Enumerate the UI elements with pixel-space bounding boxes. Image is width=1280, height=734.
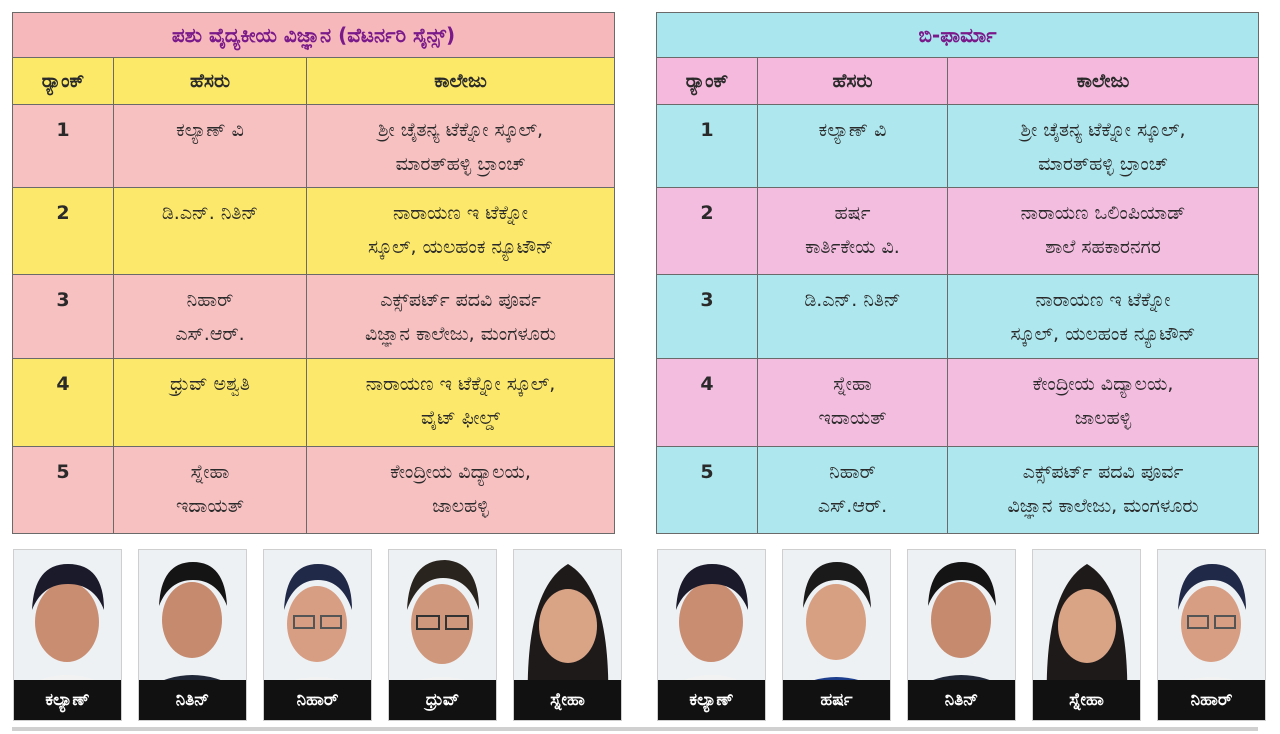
college-name: ನಾರಾಯಣ ಇ ಟೆಕ್ನೋ ಸ್ಕೂಲ್, ವೈಟ್ ಫೀಲ್ಡ್ [307, 359, 615, 447]
student-photo [657, 549, 766, 721]
name-header: ಹೆಸರು [758, 58, 948, 105]
bottom-divider [12, 727, 1258, 731]
rank-number: 2 [13, 188, 114, 275]
college-name: ಕೇಂದ್ರೀಯ ವಿದ್ಯಾಲಯ, ಜಾಲಹಳ್ಳಿ [948, 359, 1259, 447]
student-name: ಧ್ರುವ್ ಅಶ್ವತಿ [114, 359, 307, 447]
student-name: ಡಿ.ಎನ್. ನಿತಿನ್ [114, 188, 307, 275]
table-row [13, 359, 615, 447]
college-name: ನಾರಾಯಣ ಇ ಟೆಕ್ನೋ ಸ್ಕೂಲ್, ಯಲಹಂಕ ನ್ಯೂಟೌನ್ [307, 188, 615, 275]
college-header: ಕಾಲೇಜು [948, 58, 1259, 105]
student-name: ಡಿ.ಎನ್. ನಿತಿನ್ [758, 275, 948, 359]
rank-number: 5 [13, 447, 114, 534]
photo-caption: ಕಲ್ಯಾಣ್ [658, 680, 765, 720]
photo-caption: ನಿಹಾರ್ [1158, 680, 1265, 720]
college-name: ನಾರಾಯಣ ಇ ಟೆಕ್ನೋ ಸ್ಕೂಲ್, ಯಲಹಂಕ ನ್ಯೂಟೌನ್ [948, 275, 1259, 359]
college-header: ಕಾಲೇಜು [307, 58, 615, 105]
name-header: ಹೆಸರು [114, 58, 307, 105]
table-row [13, 105, 615, 188]
rank-number: 5 [657, 447, 758, 534]
student-photo [513, 549, 622, 721]
college-name: ಎಕ್ಸ್‌ಪರ್ಟ್ ಪದವಿ ಪೂರ್ವ ವಿಜ್ಞಾನ ಕಾಲೇಜು, ಮಂಗಳೂರು [948, 447, 1259, 534]
student-photo [13, 549, 122, 721]
student-name: ಸ್ನೇಹಾ ಇದಾಯತ್ [114, 447, 307, 534]
student-name: ಹರ್ಷ ಕಾರ್ತಿಕೇಯ ವಿ. [758, 188, 948, 275]
student-name: ಕಲ್ಯಾಣ್ ವಿ [758, 105, 948, 188]
student-name: ನಿಹಾರ್ ಎಸ್.ಆರ್. [758, 447, 948, 534]
student-photo [263, 549, 372, 721]
b-pharma-title: ಬಿ-ಫಾರ್ಮಾ [657, 13, 1259, 58]
table-row [657, 105, 1259, 188]
table-row [657, 188, 1259, 275]
rank-number: 1 [657, 105, 758, 188]
photo-caption: ಧ್ರುವ್ [389, 680, 496, 720]
college-name: ಎಕ್ಸ್‌ಪರ್ಟ್ ಪದವಿ ಪೂರ್ವ ವಿಜ್ಞಾನ ಕಾಲೇಜು, ಮಂಗಳೂರು [307, 275, 615, 359]
photo-caption: ಸ್ನೇಹಾ [1033, 680, 1140, 720]
photo-caption: ಕಲ್ಯಾಣ್ [14, 680, 121, 720]
b-pharma-panel [656, 12, 1258, 534]
student-photo [782, 549, 891, 721]
veterinary-science-panel [12, 12, 614, 534]
rank-number: 3 [657, 275, 758, 359]
rank-number: 3 [13, 275, 114, 359]
student-name: ಸ್ನೇಹಾ ಇದಾಯತ್ [758, 359, 948, 447]
rank-number: 4 [657, 359, 758, 447]
table-row [657, 275, 1259, 359]
college-name: ಶ್ರೀ ಚೈತನ್ಯ ಟೆಕ್ನೋ ಸ್ಕೂಲ್, ಮಾರತ್‌ಹಳ್ಳಿ ಬ್ರಾಂಚ್ [307, 105, 615, 188]
student-photo [138, 549, 247, 721]
student-photo [388, 549, 497, 721]
photo-caption: ಸ್ನೇಹಾ [514, 680, 621, 720]
college-name: ಕೇಂದ್ರೀಯ ವಿದ್ಯಾಲಯ, ಜಾಲಹಳ್ಳಿ [307, 447, 615, 534]
photo-caption: ನಿತಿನ್ [139, 680, 246, 720]
photo-caption: ನಿತಿನ್ [908, 680, 1015, 720]
photo-caption: ಹರ್ಷ [783, 680, 890, 720]
b-pharma-rank-table [656, 12, 1259, 534]
student-name: ಕಲ್ಯಾಣ್ ವಿ [114, 105, 307, 188]
photo-caption: ನಿಹಾರ್ [264, 680, 371, 720]
table-row [13, 188, 615, 275]
table-row [13, 275, 615, 359]
college-name: ನಾರಾಯಣ ಒಲಿಂಪಿಯಾಡ್ ಶಾಲೆ ಸಹಕಾರನಗರ [948, 188, 1259, 275]
table-row [657, 359, 1259, 447]
table-row [657, 447, 1259, 534]
table-row [13, 447, 615, 534]
rank-number: 4 [13, 359, 114, 447]
student-photo [1157, 549, 1266, 721]
veterinary-photo-strip [13, 549, 622, 721]
b-pharma-photo-strip [657, 549, 1266, 721]
student-photo [1032, 549, 1141, 721]
college-name: ಶ್ರೀ ಚೈತನ್ಯ ಟೆಕ್ನೋ ಸ್ಕೂಲ್, ಮಾರತ್‌ಹಳ್ಳಿ ಬ್ರಾಂಚ್ [948, 105, 1259, 188]
student-name: ನಿಹಾರ್ ಎಸ್.ಆರ್. [114, 275, 307, 359]
veterinary-title: ಪಶು ವೈದ್ಯಕೀಯ ವಿಜ್ಞಾನ (ವೆಟರ್ನರಿ ಸೈನ್ಸ್) [13, 13, 615, 58]
veterinary-rank-table [12, 12, 615, 534]
rank-number: 2 [657, 188, 758, 275]
rank-number: 1 [13, 105, 114, 188]
student-photo [907, 549, 1016, 721]
rank-header: ರ‍್ಯಾಂಕ್ [657, 58, 758, 105]
rank-header: ರ‍್ಯಾಂಕ್ [13, 58, 114, 105]
